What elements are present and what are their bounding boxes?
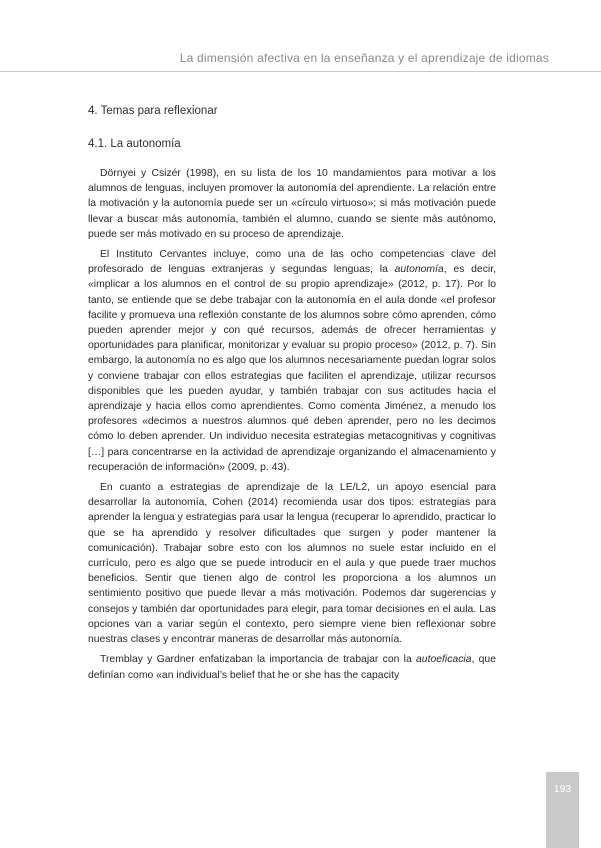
page-number: 193 (553, 783, 572, 795)
emphasized-term: autoeficacia (416, 654, 472, 666)
paragraph: En cuanto a estrategias de aprendizaje de la LE/L2, un apoyo esencial para desarrollar la autonomía, Cohen (2014) recomienda usar dos tipos: estrategias para aprender la lengua y estrategias para usar la lengua (recuperar lo aprendido, practicar lo que se ha aprendido y resolver dificultades que surgen y poder mantener la comunicación). Trabajar sobre esto con los alumnos no suele estar incluido en el currículo, pero es algo que se puede introducir en el aula y que puede traer muchos beneficios. Sentir que tienen algo de control les proporciona a los alumnos un sentimiento positivo que puede llevar a más motivación. Podemos dar sugerencias y consejos y también dar oportunidades para elegir, para tomar decisiones en el aula. Las opciones van a variar según el contexto, pero siempre viene bien reflexionar sobre nuestras clases y encontrar maneras de desarrollar más autonomía. (88, 482, 496, 646)
paragraph: Dörnyei y Csizér (1998), en su lista de los 10 mandamientos para motivar a los alumnos de lenguas, incluyen promover la autonomía del aprendiente. La relación entre la motivación y la autonomía puede ser un «círculo virtuoso»; si más motivación puede llevar a buscar más autonomía, también el alumno, cuando se siente más autónomo, puede ser más motivado en su proceso de aprendizaje. (88, 168, 496, 240)
emphasized-term: autonomía (394, 264, 444, 276)
paragraph: Tremblay y Gardner enfatizaban la importancia de trabajar con la autoeficacia, que definían como «an individual’s belief that he or she has the capacity (88, 654, 496, 681)
section-heading: 4. Temas para reflexionar (88, 105, 218, 117)
body-text (88, 166, 496, 688)
header-rule (0, 71, 601, 72)
paragraph: El Instituto Cervantes incluye, como una de las ocho competencias clave del profesorado de lenguas extranjeras y segundas lenguas, la autonomía, es decir, «implicar a los alumnos en el control de su propio aprendizaje» (2012, p. 17). Por lo tanto, se entiende que se debe trabajar con la autonomía en el aula donde «el profesor facilite y promueva una reflexión constante de los alumnos sobre cómo aprenden, cómo pueden aprender mejor y con qué recursos, además de ofrecer herramientas y oportunidades para planificar, monitorizar y evaluar su propio proceso» (2012, p. 7). Sin embargo, la autonomía no es algo que los alumnos necesariamente puedan lograr solos y conviene trabajar con ellos estrategias que faciliten el aprendizaje, utilizar recursos disponibles que les pueden ayudar, y también trabajar con sus actitudes hacia el aprendizaje y hacia ellos como aprendientes. Como comenta Jiménez, a menudo los profesores «decimos a nuestros alumnos qué deben aprender, pero no les decimos cómo lo deben aprender. Un individuo necesita estrategias metacognitivas y cognitivas […] para concentrarse en la actividad de aprendizaje organizando el almacenamiento y recuperación de información» (2009, p. 43). (88, 249, 496, 473)
subsection-heading: 4.1. La autonomía (88, 138, 181, 150)
running-header: La dimensión afectiva en la enseñanza y el aprendizaje de idiomas (179, 51, 549, 65)
